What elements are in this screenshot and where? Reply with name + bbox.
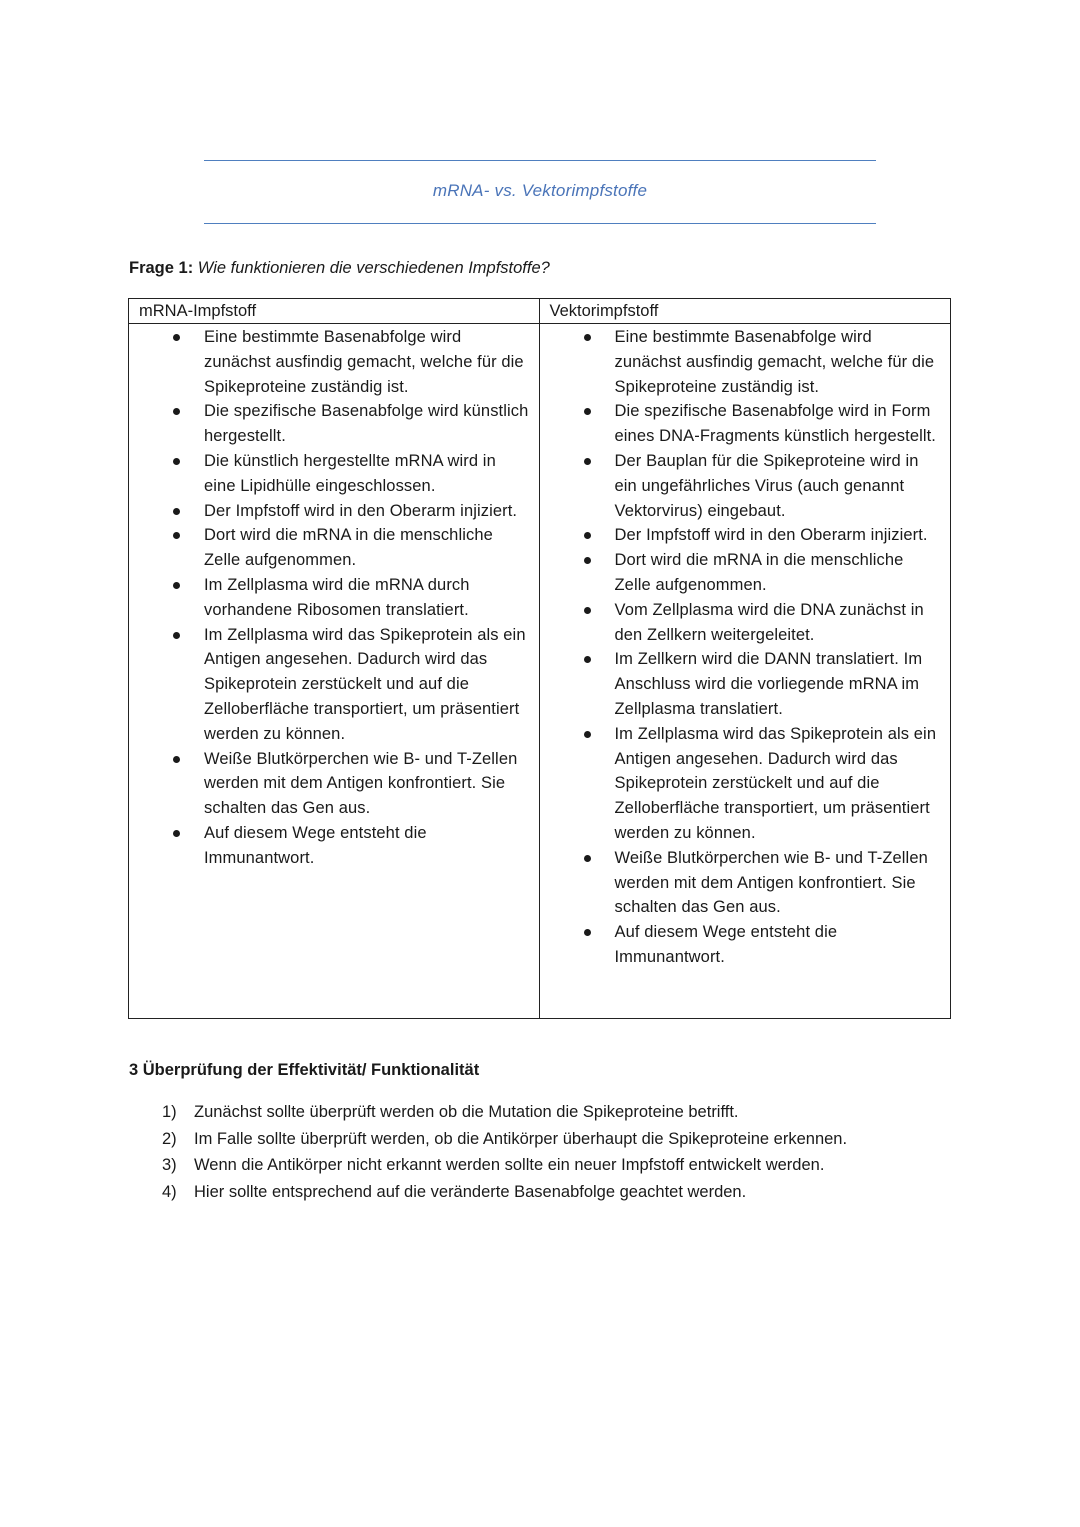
- bullet-icon: [584, 855, 591, 862]
- bullet-icon: [173, 632, 180, 639]
- comparison-table: [128, 298, 951, 1019]
- list-item: Auf diesem Wege entsteht die Immunantwort.: [540, 920, 951, 970]
- bullet-icon: [173, 458, 180, 465]
- bullet-icon: [173, 582, 180, 589]
- bullet-icon: [584, 334, 591, 341]
- list-item: [162, 1179, 847, 1206]
- list-item: Der Impfstoff wird in den Oberarm injiziert.: [540, 523, 951, 548]
- bullet-icon: [584, 458, 591, 465]
- vector-column-header: Vektorimpfstoff: [540, 299, 951, 324]
- list-item: Dort wird die mRNA in die menschliche Zelle aufgenommen.: [129, 523, 539, 573]
- list-item: Der Bauplan für die Spikeproteine wird in ein ungefährliches Virus (auch genannt Vektorvirus) eingebaut.: [540, 449, 951, 523]
- step-number: 1): [162, 1103, 177, 1121]
- mrna-column-header: mRNA-Impfstoff: [129, 299, 539, 324]
- bullet-icon: [584, 656, 591, 663]
- vector-column: [540, 299, 951, 1018]
- bullet-icon: [584, 557, 591, 564]
- list-item: Im Zellplasma wird die mRNA durch vorhandene Ribosomen translatiert.: [129, 573, 539, 623]
- bullet-icon: [584, 731, 591, 738]
- bullet-icon: [584, 929, 591, 936]
- step-number: 2): [162, 1129, 177, 1148]
- bullet-icon: [584, 607, 591, 614]
- list-item: [162, 1152, 847, 1179]
- vector-steps-list: [540, 324, 951, 970]
- verification-steps-list: [162, 1099, 847, 1205]
- list-item: [162, 1126, 847, 1153]
- bullet-icon: [173, 408, 180, 415]
- question-line: [129, 259, 550, 278]
- list-item: Die spezifische Basenabfolge wird in Form eines DNA-Fragments künstlich hergestellt.: [540, 399, 951, 449]
- bullet-icon: [173, 334, 180, 341]
- step-text: Zunächst sollte überprüft werden ob die Mutation die Spikeproteine betrifft.: [194, 1103, 739, 1121]
- bullet-icon: [173, 508, 180, 515]
- question-text: Wie funktionieren die verschiedenen Impfstoffe?: [197, 259, 550, 277]
- list-item: Im Zellkern wird die DANN translatiert. Im Anschluss wird die vorliegende mRNA im Zellplasma translatiert.: [540, 647, 951, 721]
- document-title: mRNA- vs. Vektorimpfstoffe: [432, 181, 648, 200]
- list-item: Eine bestimmte Basenabfolge wird zunächst ausfindig gemacht, welche für die Spikeproteine zuständig ist.: [129, 325, 539, 399]
- list-item: Im Zellplasma wird das Spikeprotein als ein Antigen angesehen. Dadurch wird das Spikeprotein zerstückelt und auf die Zelloberfläche transportiert, um präsentiert werden zu können.: [129, 623, 539, 747]
- section-heading: 3 Überprüfung der Effektivität/ Funktionalität: [129, 1061, 480, 1079]
- list-item: [162, 1099, 847, 1126]
- step-number: 3): [162, 1156, 177, 1174]
- bullet-icon: [173, 532, 180, 539]
- bullet-icon: [584, 408, 591, 415]
- list-item: Auf diesem Wege entsteht die Immunantwort.: [129, 821, 539, 871]
- list-item: Vom Zellplasma wird die DNA zunächst in den Zellkern weitergeleitet.: [540, 598, 951, 648]
- list-item: Dort wird die mRNA in die menschliche Zelle aufgenommen.: [540, 548, 951, 598]
- bullet-icon: [173, 756, 180, 763]
- list-item: Die spezifische Basenabfolge wird künstlich hergestellt.: [129, 399, 539, 449]
- list-item: Die künstlich hergestellte mRNA wird in eine Lipidhülle eingeschlossen.: [129, 449, 539, 499]
- step-text: Wenn die Antikörper nicht erkannt werden sollte ein neuer Impfstoff entwickelt werden.: [194, 1156, 825, 1174]
- list-item: Im Zellplasma wird das Spikeprotein als ein Antigen angesehen. Dadurch wird das Spikeprotein zerstückelt und auf die Zelloberfläche transportiert, um präsentiert werden zu können.: [540, 722, 951, 846]
- question-label: Frage 1:: [129, 259, 194, 277]
- list-item: Der Impfstoff wird in den Oberarm injiziert.: [129, 499, 539, 524]
- step-text: Im Falle sollte überprüft werden, ob die Antikörper überhaupt die Spikeproteine erkennen.: [194, 1129, 848, 1148]
- step-text: Hier sollte entsprechend auf die veränderte Basenabfolge geachtet werden.: [194, 1182, 747, 1201]
- list-item: Weiße Blutkörperchen wie B- und T-Zellen werden mit dem Antigen konfrontiert. Sie schalten das Gen aus.: [129, 747, 539, 821]
- bullet-icon: [173, 830, 180, 837]
- mrna-steps-list: [129, 324, 539, 871]
- list-item: Weiße Blutkörperchen wie B- und T-Zellen werden mit dem Antigen konfrontiert. Sie schalten das Gen aus.: [540, 846, 951, 920]
- title-block: [204, 160, 876, 224]
- bullet-icon: [584, 532, 591, 539]
- step-number: 4): [162, 1182, 177, 1201]
- list-item: Eine bestimmte Basenabfolge wird zunächst ausfindig gemacht, welche für die Spikeproteine zuständig ist.: [540, 325, 951, 399]
- mrna-column: [129, 299, 540, 1018]
